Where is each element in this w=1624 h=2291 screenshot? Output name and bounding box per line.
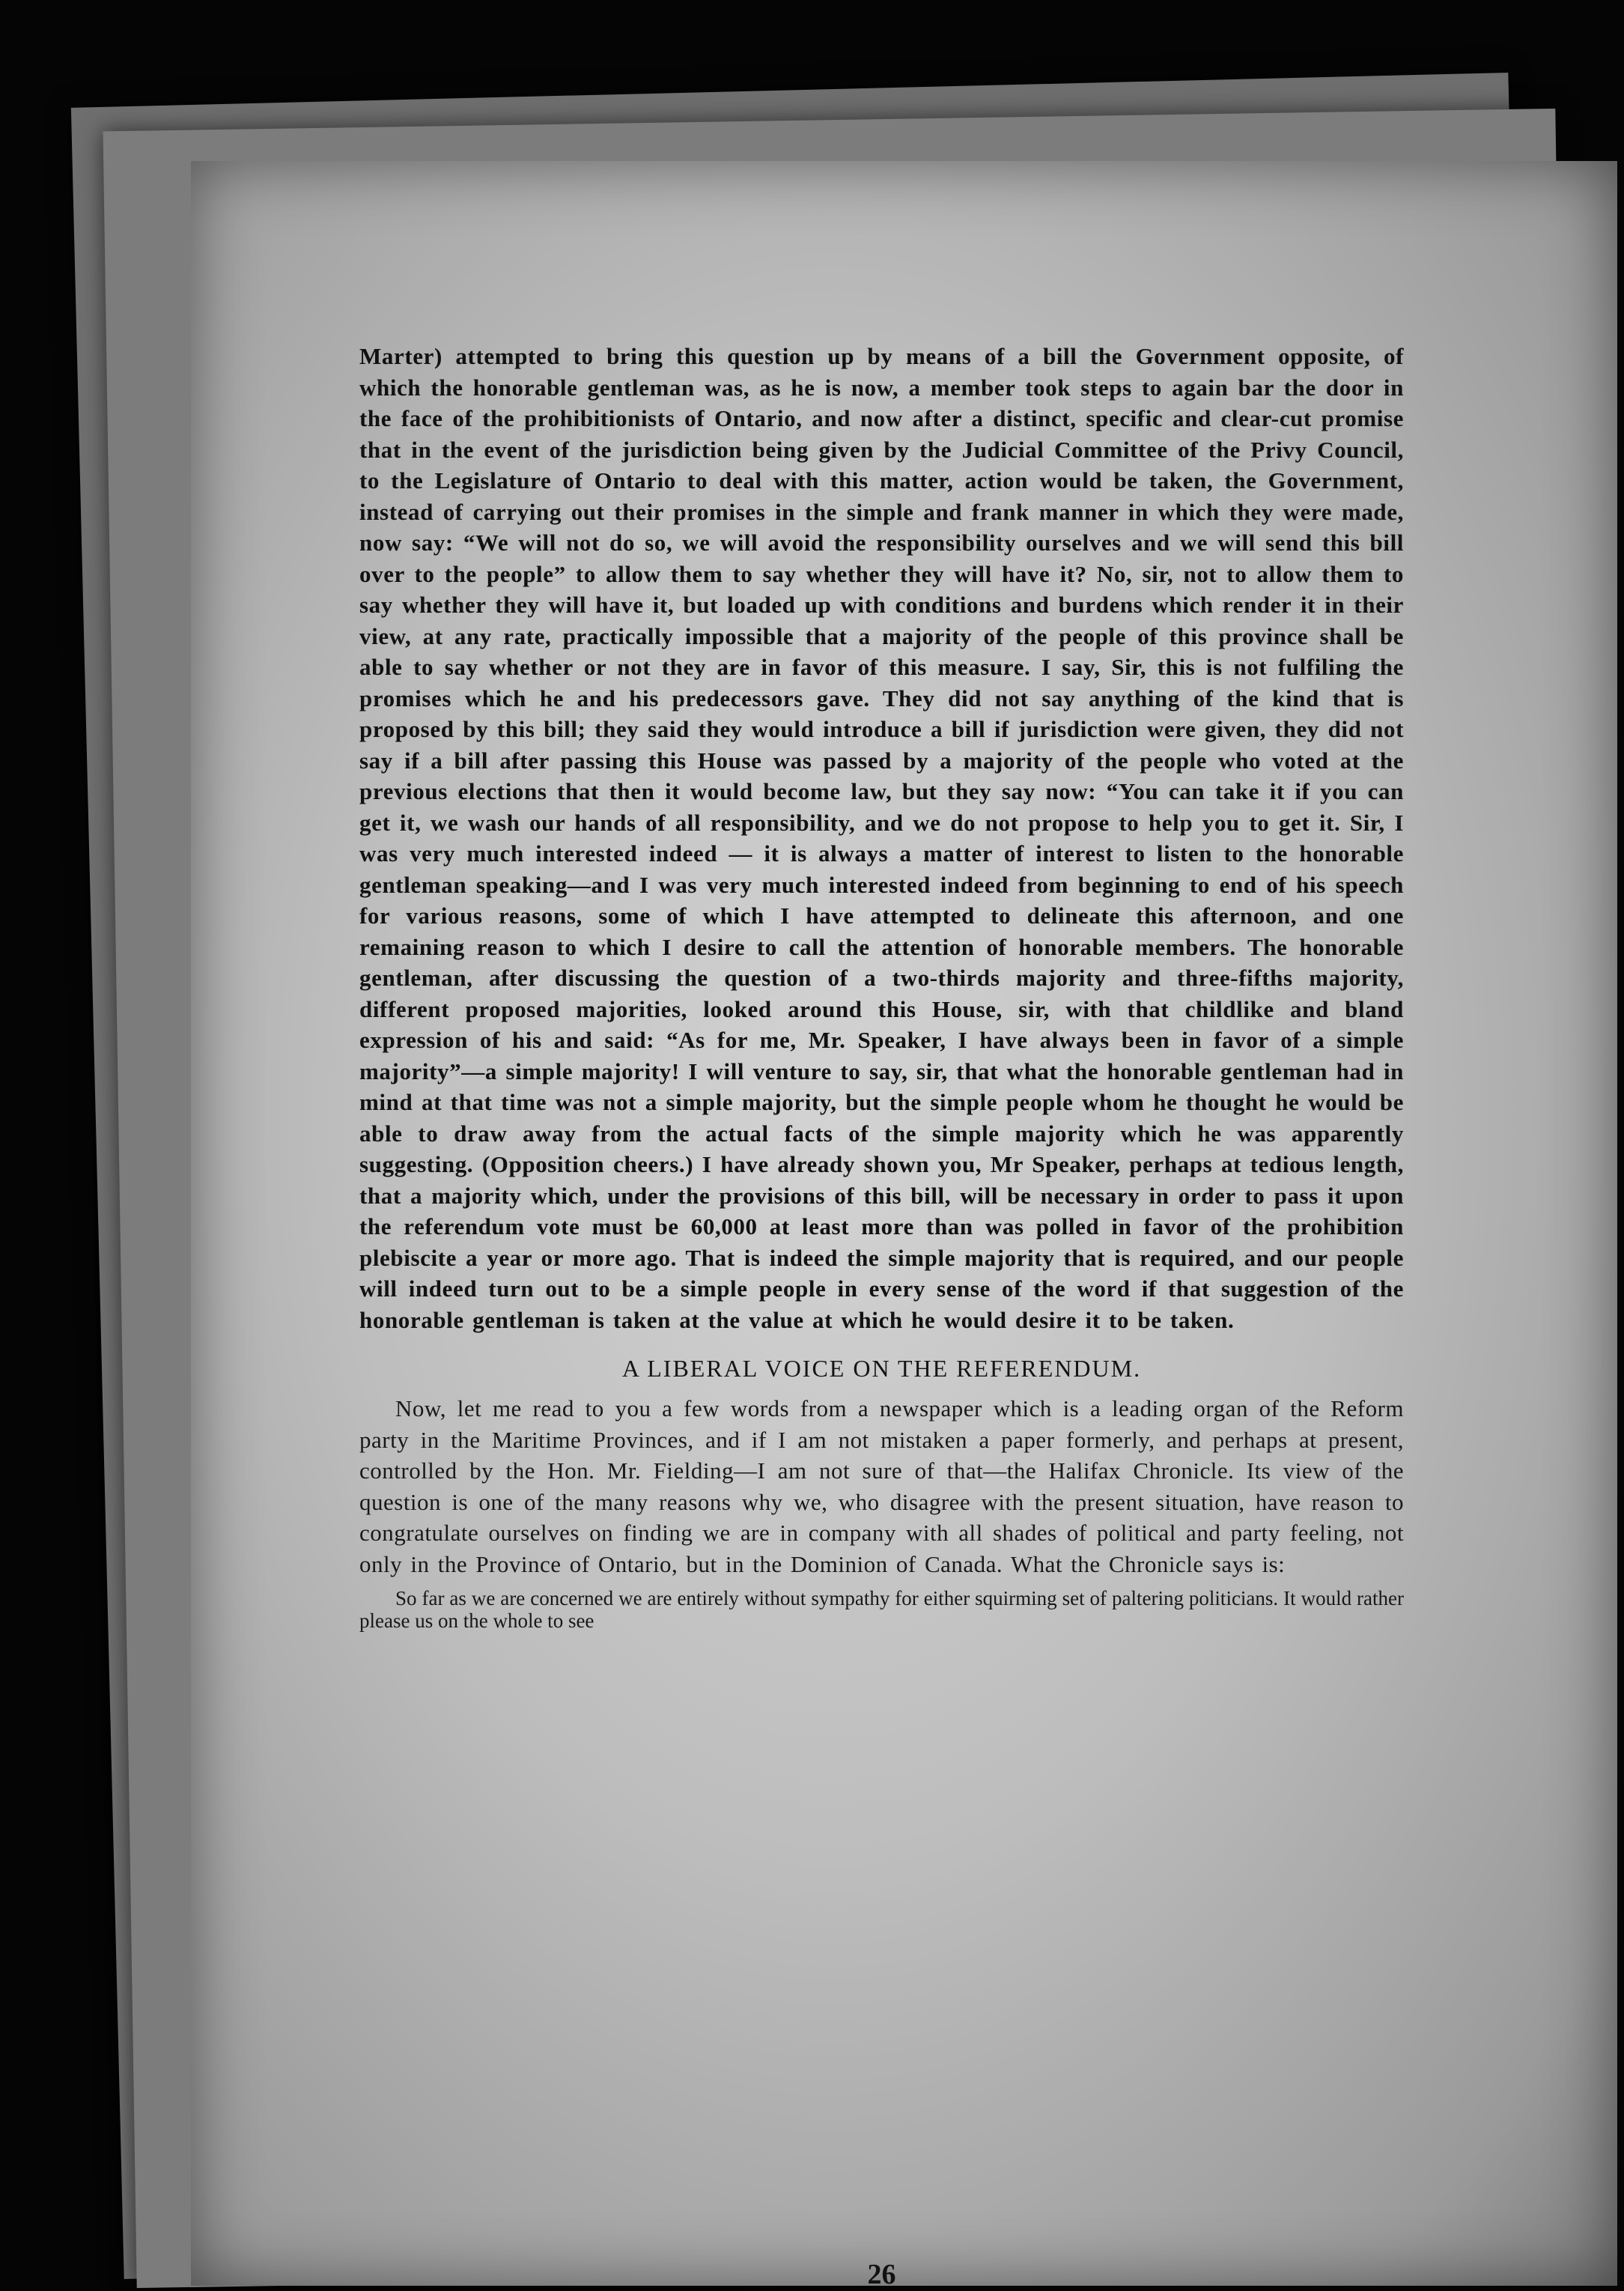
second-paragraph: Now, let me read to you a few words from a newspaper which is a leading organ of the Reform party in the Maritime Provinces, and if I am not mistaken a paper formerly, and perhaps at present, controlled by the Hon. Mr. Fielding—I am not sure of that—the Halifax Chronicle. Its view of the question is one of the many reasons why we, who disagree with the present situation, have reason to congratulate ourselves on finding we are in company with all shades of political and party feeling, not only in the Province of Ontario, but in the Dominion of Canada. What the Chronicle says is: (359, 1395, 1404, 1577)
document-page (191, 161, 1617, 2290)
quotation-paragraph: So far as we are concerned we are entirely without sympathy for either squirming set of paltering politicians. It would rather please us on the whole to see (359, 1587, 1404, 1632)
page-text-block (359, 341, 1404, 2290)
section-heading: A LIBERAL VOICE ON THE REFERENDUM. (621, 1355, 1142, 1382)
page-number: 26 (867, 2259, 896, 2290)
body-paragraph: Marter) attempted to bring this question up by means of a bill the Government opposite, of which the honorable gentleman was, as he is now, a member took steps to again bar the door in the face of the prohibitionists of Ontario, and now after a distinct, specific and clear-cut promise that in the event of the jurisdiction being given by the Judicial Committee of the Privy Council, to the Legislature of Ontario to deal with this matter, action would be taken, the Government, instead of carrying out their promises in the simple and frank manner in which they were made, now say: “We will not do so, we will avoid the responsibility ourselves and we will send this bill over to the people” to allow them to say whether they will have it? No, sir, not to allow them to say whether they will have it, but loaded up with conditions and burdens which render it in their view, at any rate, practically impossible that a majority of the people of this province shall be able to say whether or not they are in favor of this measure. I say, Sir, this is not fulfiling the promises which he and his predecessors gave. They did not say anything of the kind that is proposed by this bill; they said they would introduce a bill if jurisdiction were given, they did not say if a bill after passing this House was passed by a majority of the people who voted at the previous elections that then it would become law, but they say now: “You can take it if you can get it, we wash our hands of all responsibility, and we do not propose to help you to get it. Sir, I was very much interested indeed — it is always a matter of interest to listen to the honorable gentleman speaking—and I was very much interested indeed from beginning to end of his speech for various reasons, some of which I have attempted to delineate this afternoon, and one remaining reason to which I desire to call the attention of honorable members. The honorable gentleman, after discussing the question of a two-thirds majority and three-fifths majority, different proposed majorities, looked around this House, sir, with that childlike and bland expression of his and said: “As for me, Mr. Speaker, I have always been in favor of a simple majority”—a simple majority! I will venture to say, sir, that what the honorable gentleman had in mind at that time was not a simple majority, but the simple people whom he thought he would be able to draw away from the actual facts of the simple majority which he was apparently suggesting. (Opposition cheers.) I have already shown you, Mr Speaker, perhaps at tedious length, that a majority which, under the provisions of this bill, will be necessary in order to pass it upon the referendum vote must be 60,000 at least more than was polled in favor of the prohibition plebiscite a year or more ago. That is indeed the simple majority that is required, and our people will indeed turn out to be a simple people in every sense of the word if that suggestion of the honorable gentleman is taken at the value at which he would desire it to be taken. (359, 343, 1404, 1333)
